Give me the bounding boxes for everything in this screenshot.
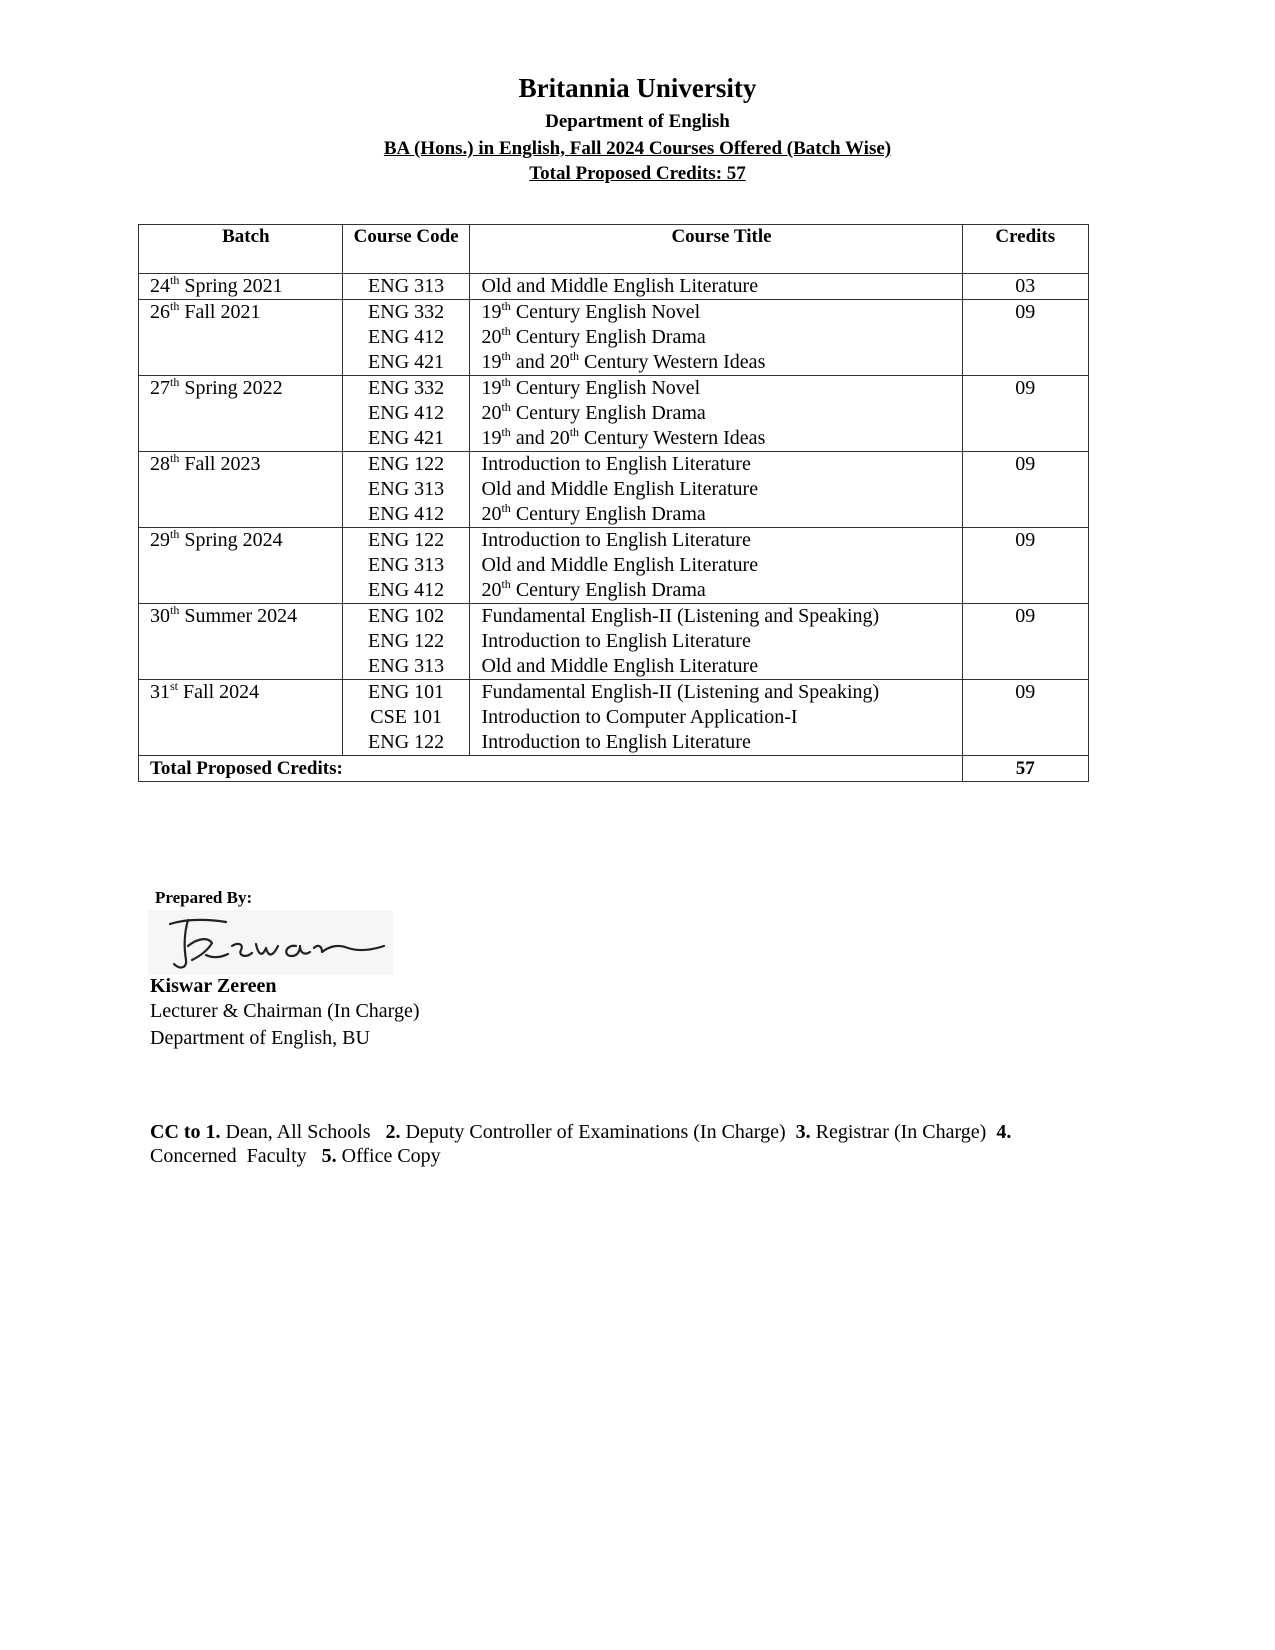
batch-cell: [139, 528, 343, 604]
course-title: 19th and 20th Century Western Ideas: [481, 349, 766, 373]
course-title-cell: [470, 376, 962, 452]
signatory-department: Department of English, BU: [150, 1027, 370, 1049]
course-code: ENG 313: [368, 554, 445, 576]
credits-cell: 09: [962, 300, 1088, 376]
batch-cell: [139, 604, 343, 680]
course-title: Old and Middle English Literature: [481, 554, 759, 576]
course-code: ENG 122: [368, 731, 445, 753]
ordinal-suffix: th: [501, 425, 511, 439]
table-header-row: [139, 225, 1089, 274]
credits-cell: 09: [962, 376, 1088, 452]
course-title: Introduction to Computer Application-I: [481, 706, 798, 728]
header-course-code: Course Code: [342, 225, 470, 274]
department-title: Department of English: [545, 111, 730, 132]
ordinal-suffix: th: [501, 400, 511, 414]
cc-item-number: 2.: [385, 1121, 401, 1143]
course-code: ENG 122: [368, 529, 445, 551]
total-credits-heading: Total Proposed Credits: 57: [529, 163, 746, 184]
ordinal-suffix: th: [501, 299, 511, 313]
course-title: 20th Century English Drama: [481, 324, 706, 348]
ordinal-suffix: th: [501, 349, 511, 363]
batch-number: 31: [150, 681, 170, 703]
course-code: CSE 101: [370, 706, 442, 728]
signature-image: [148, 910, 393, 975]
ordinal-suffix: th: [501, 501, 511, 515]
course-code: ENG 412: [368, 326, 445, 348]
university-title: Britannia University: [518, 73, 757, 103]
course-title: Fundamental English-II (Listening and Speaking): [481, 605, 880, 627]
course-title: Introduction to English Literature: [481, 529, 751, 551]
total-label: Total Proposed Credits:: [139, 756, 963, 782]
course-code: ENG 421: [368, 351, 445, 373]
batch-number: 29: [150, 529, 170, 551]
batch-number: 27: [150, 377, 170, 399]
table-row: [139, 274, 1089, 300]
course-code-cell: [342, 680, 470, 756]
course-code: ENG 332: [368, 377, 445, 399]
batch-ordinal-suffix: th: [170, 375, 180, 389]
batch-term: Spring 2024: [179, 529, 283, 551]
course-title: Introduction to English Literature: [481, 731, 751, 753]
batch-term: Fall 2021: [179, 301, 261, 323]
header-batch: Batch: [139, 225, 343, 274]
courses-table: [138, 224, 1089, 782]
batch-ordinal-suffix: th: [170, 603, 180, 617]
course-title-cell: [470, 680, 962, 756]
batch-number: 26: [150, 301, 170, 323]
course-title-cell: [470, 452, 962, 528]
cc-item-text: Deputy Controller of Examinations (In Charge): [400, 1121, 791, 1143]
total-row: [139, 756, 1089, 782]
course-title-cell: [470, 528, 962, 604]
course-title: 20th Century English Drama: [481, 400, 706, 424]
cc-item-text: Concerned Faculty: [150, 1121, 1017, 1167]
batch-cell: [139, 300, 343, 376]
course-code: ENG 313: [368, 655, 445, 677]
batch-number: 28: [150, 453, 170, 475]
course-code: ENG 412: [368, 503, 445, 525]
course-title: 19th and 20th Century Western Ideas: [481, 425, 766, 449]
batch-cell: [139, 376, 343, 452]
batch-term: Fall 2023: [179, 453, 261, 475]
course-code: ENG 412: [368, 402, 445, 424]
course-title: 20th Century English Drama: [481, 577, 706, 601]
course-code-cell: [342, 376, 470, 452]
signatory-name: Kiswar Zereen: [150, 975, 277, 997]
ordinal-suffix: th: [501, 375, 511, 389]
batch-ordinal-suffix: th: [170, 527, 180, 541]
cc-item-number: 5.: [321, 1145, 337, 1167]
course-code: ENG 421: [368, 427, 445, 449]
course-title: Fundamental English-II (Listening and Speaking): [481, 681, 880, 703]
course-code: ENG 122: [368, 453, 445, 475]
ordinal-suffix: th: [501, 577, 511, 591]
course-title-cell: [470, 274, 962, 300]
cc-intro: CC to: [150, 1121, 201, 1143]
batch-ordinal-suffix: th: [170, 299, 180, 313]
course-title: 19th Century English Novel: [481, 299, 701, 323]
batch-cell: [139, 680, 343, 756]
course-title: Introduction to English Literature: [481, 630, 751, 652]
course-code: ENG 332: [368, 301, 445, 323]
course-title-cell: [470, 604, 962, 680]
table-row: [139, 452, 1089, 528]
course-code-cell: [342, 300, 470, 376]
batch-number: 30: [150, 605, 170, 627]
credits-cell: 09: [962, 604, 1088, 680]
course-code-cell: [342, 274, 470, 300]
course-code-cell: [342, 452, 470, 528]
ordinal-suffix: th: [569, 349, 580, 363]
total-value: 57: [962, 756, 1088, 782]
course-title: 20th Century English Drama: [481, 501, 706, 525]
credits-cell: 09: [962, 680, 1088, 756]
batch-number: 24: [150, 275, 170, 297]
header-course-title: Course Title: [470, 225, 962, 274]
signature-drawing: [148, 910, 393, 975]
batch-term: Summer 2024: [179, 605, 298, 627]
batch-cell: [139, 274, 343, 300]
header-credits: Credits: [962, 225, 1088, 274]
course-title: Introduction to English Literature: [481, 453, 751, 475]
ordinal-suffix: th: [569, 425, 580, 439]
batch-term: Spring 2021: [179, 275, 283, 297]
batch-term: Spring 2022: [179, 377, 283, 399]
course-code-cell: [342, 528, 470, 604]
course-title: Old and Middle English Literature: [481, 478, 759, 500]
batch-ordinal-suffix: th: [170, 451, 180, 465]
course-title: 19th Century English Novel: [481, 375, 701, 399]
batch-ordinal-suffix: th: [170, 273, 180, 287]
batch-ordinal-suffix: st: [170, 679, 179, 693]
signatory-role: Lecturer & Chairman (In Charge): [150, 1000, 420, 1022]
ordinal-suffix: th: [501, 324, 511, 338]
table-row: [139, 604, 1089, 680]
credits-cell: 09: [962, 452, 1088, 528]
cc-item-text: Registrar (In Charge): [810, 1121, 992, 1143]
table-row: [139, 376, 1089, 452]
course-title: Old and Middle English Literature: [481, 655, 759, 677]
course-title: Old and Middle English Literature: [481, 275, 759, 297]
credits-cell: 09: [962, 528, 1088, 604]
cc-list: [150, 1120, 1050, 1168]
cc-item-number: 4.: [996, 1121, 1012, 1143]
table-row: [139, 300, 1089, 376]
course-code: ENG 313: [368, 478, 445, 500]
program-title: BA (Hons.) in English, Fall 2024 Courses Offered (Batch Wise): [383, 138, 892, 159]
batch-term: Fall 2024: [178, 681, 260, 703]
course-code: ENG 313: [368, 275, 445, 297]
credits-cell: 03: [962, 274, 1088, 300]
cc-item-text: Dean, All Schools: [220, 1121, 381, 1143]
course-code: ENG 101: [368, 681, 445, 703]
cc-item-text: Office Copy: [336, 1145, 441, 1167]
course-code: ENG 102: [368, 605, 445, 627]
course-code: ENG 122: [368, 630, 445, 652]
table-row: [139, 680, 1089, 756]
table-row: [139, 528, 1089, 604]
batch-cell: [139, 452, 343, 528]
course-code-cell: [342, 604, 470, 680]
course-code: ENG 412: [368, 579, 445, 601]
cc-item-number: 3.: [795, 1121, 811, 1143]
course-title-cell: [470, 300, 962, 376]
prepared-by-label: Prepared By:: [155, 888, 253, 907]
cc-item-number: 1.: [205, 1121, 221, 1143]
